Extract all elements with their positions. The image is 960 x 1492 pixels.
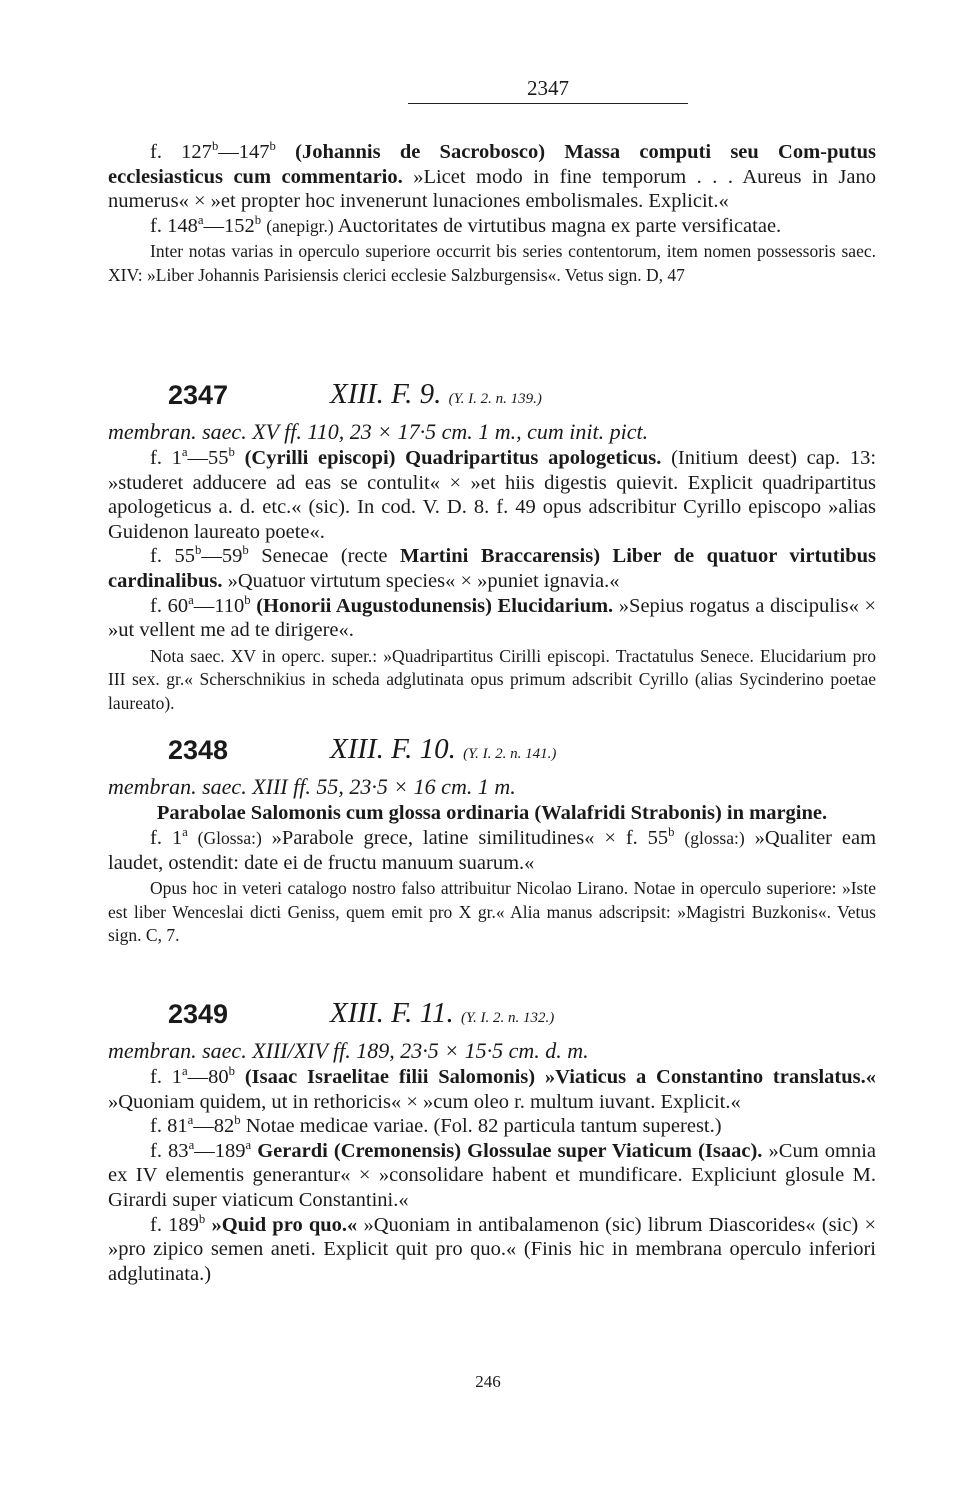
physical-description: membran. saec. XV ff. 110, 23 × 17·5 cm. 1 m., cum init. pict. <box>108 419 649 444</box>
entry-number: 2347 <box>168 380 229 410</box>
content-item: f. 189$^b$ »Quid pro quo.« »Quoniam in antibalamenon (sic) librum Diascorides« (sic) × »pro zipico semen aneti. Explicit quit pro quo.« (Finis hic in membrana operculo inferiori adglutinata.) <box>108 1211 877 1285</box>
entry-number: 2349 <box>168 999 229 1029</box>
item-title: (Johannis de Sacrobosco) Massa computi seu Com-putus ecclesiasticus cum commentario. <box>108 141 877 188</box>
old-signature: (Y. I. 2. n. 139.) <box>448 391 542 407</box>
shelfmark: XIII. F. 11. (Y. I. 2. n. 132.) <box>330 997 555 1029</box>
content-item: f. 60$^a$—110$^b$ (Honorii Augustodunensis) Elucidarium. »Sepius rogatus a discipulis« × »ut vellent me ad te dirigere«. <box>108 592 877 642</box>
content-item: f. 81$^a$—82$^b$ Notae medicae variae. (Fol. 82 particula tantum superest.) <box>150 1113 722 1138</box>
page-number: 246 <box>475 1372 501 1391</box>
continuation-section <box>108 140 876 287</box>
entry-number: 2348 <box>168 735 229 765</box>
entry-heading <box>108 378 876 418</box>
entry-2348 <box>108 733 876 948</box>
content-item: f. 83$^a$—189$^a$ Gerardi (Cremonensis) Glossulae super Viaticum (Isaac). »Cum omnia ex IV elementis generantur« × »consolidare habent et mundificare. Expliciunt glosule M. Girardi super viaticum Constantini.« <box>108 1137 877 1211</box>
content-item: f. 1$^a$—80$^b$ (Isaac Israelitae filii Salomonis) »Viaticus a Constantino translatus.« »Quoniam quidem, ut in rethoricis« × »cum oleo r. multum iuvant. Explicit.« <box>108 1064 877 1113</box>
entry-note: Nota saec. XV in operc. super.: »Quadripartitus Cirilli episcopi. Tractatulus Senece. Elucidarium pro III sex. gr.« Scherschnikius in scheda adglutinata opus primum adscribit Cyrillo (alias Sycinderino poetae laureato). <box>108 645 876 713</box>
shelfmark: XIII. F. 10. (Y. I. 2. n. 141.) <box>330 733 557 765</box>
continuation-note: Inter notas varias in operculo superiore occurrit bis series contentorum, item nomen possessoris saec. XIV: »Liber Johannis Parisiensis clerici ecclesie Salzburgensis«. Vetus sign. D, 47 <box>108 241 876 285</box>
old-signature: (Y. I. 2. n. 141.) <box>463 746 557 762</box>
content-item: f. 55$^b$—59$^b$ Senecae (recte Martini Braccarensis) Liber de quatuor virtutibus cardinalibus. »Quatuor virtutum species« × »puniet ignavia.« <box>108 543 877 592</box>
catalog-page <box>108 0 876 1492</box>
entry-heading <box>108 733 876 773</box>
entry-2347 <box>108 378 876 715</box>
entry-2349 <box>108 997 876 1286</box>
running-head: 2347 <box>527 76 569 100</box>
continuation-item-2: f. 148$^a$—152$^b$ (anepigr.) Auctoritates de virtutibus magna ex parte versificatae. <box>150 212 782 237</box>
header-rule <box>408 103 688 104</box>
shelfmark: XIII. F. 9. (Y. I. 2. n. 139.) <box>330 378 542 410</box>
entry-heading <box>108 997 876 1037</box>
entry-note: Opus hoc in veteri catalogo nostro falso attribuitur Nicolao Lirano. Notae in operculo superiore: »Iste est liber Wenceslai dicti Geniss, quem emit pro X gr.« Alia manus adscripsit: »Magistri Buzkonis«. Vetus sign. C, 7. <box>108 878 876 946</box>
old-signature: (Y. I. 2. n. 132.) <box>461 1010 555 1026</box>
content-item: f. 1$^a$ (Glossa:) »Parabole grece, latine similitudines« × f. 55$^b$ (glossa:) »Qualiter eam laudet, ostendit: date ei de fructu manuum suarum.« <box>108 825 877 874</box>
content-item: f. 1$^a$—55$^b$ (Cyrilli episcopi) Quadripartitus apologeticus. (Initium deest) cap. 13: »studeret adducere ad eas se contulit« × »et hiis digestis quievit. Explicit quadripartitus apologeticus a. d. etc.« (sic). In cod. V. D. 8. f. 49 opus adscribitur Cyrillo episcopo »alias Guidenon laureato poete«. <box>108 445 877 543</box>
work-title: Parabolae Salomonis cum glossa ordinaria (Walafridi Strabonis) in margine. <box>156 802 828 824</box>
continuation-item-1: f. 127$^b$—147$^b$ (Johannis de Sacrobosco) Massa computi seu Com-putus ecclesiasticus cum commentario. »Licet modo in fine temporum . . . Aureus in Jano numerus« × »et propter hoc invenerunt lunaciones embolismales. Explicit.« <box>108 139 877 213</box>
physical-description: membran. saec. XIII/XIV ff. 189, 23·5 × 15·5 cm. d. m. <box>108 1038 589 1063</box>
physical-description: membran. saec. XIII ff. 55, 23·5 × 16 cm. 1 m. <box>108 774 516 799</box>
